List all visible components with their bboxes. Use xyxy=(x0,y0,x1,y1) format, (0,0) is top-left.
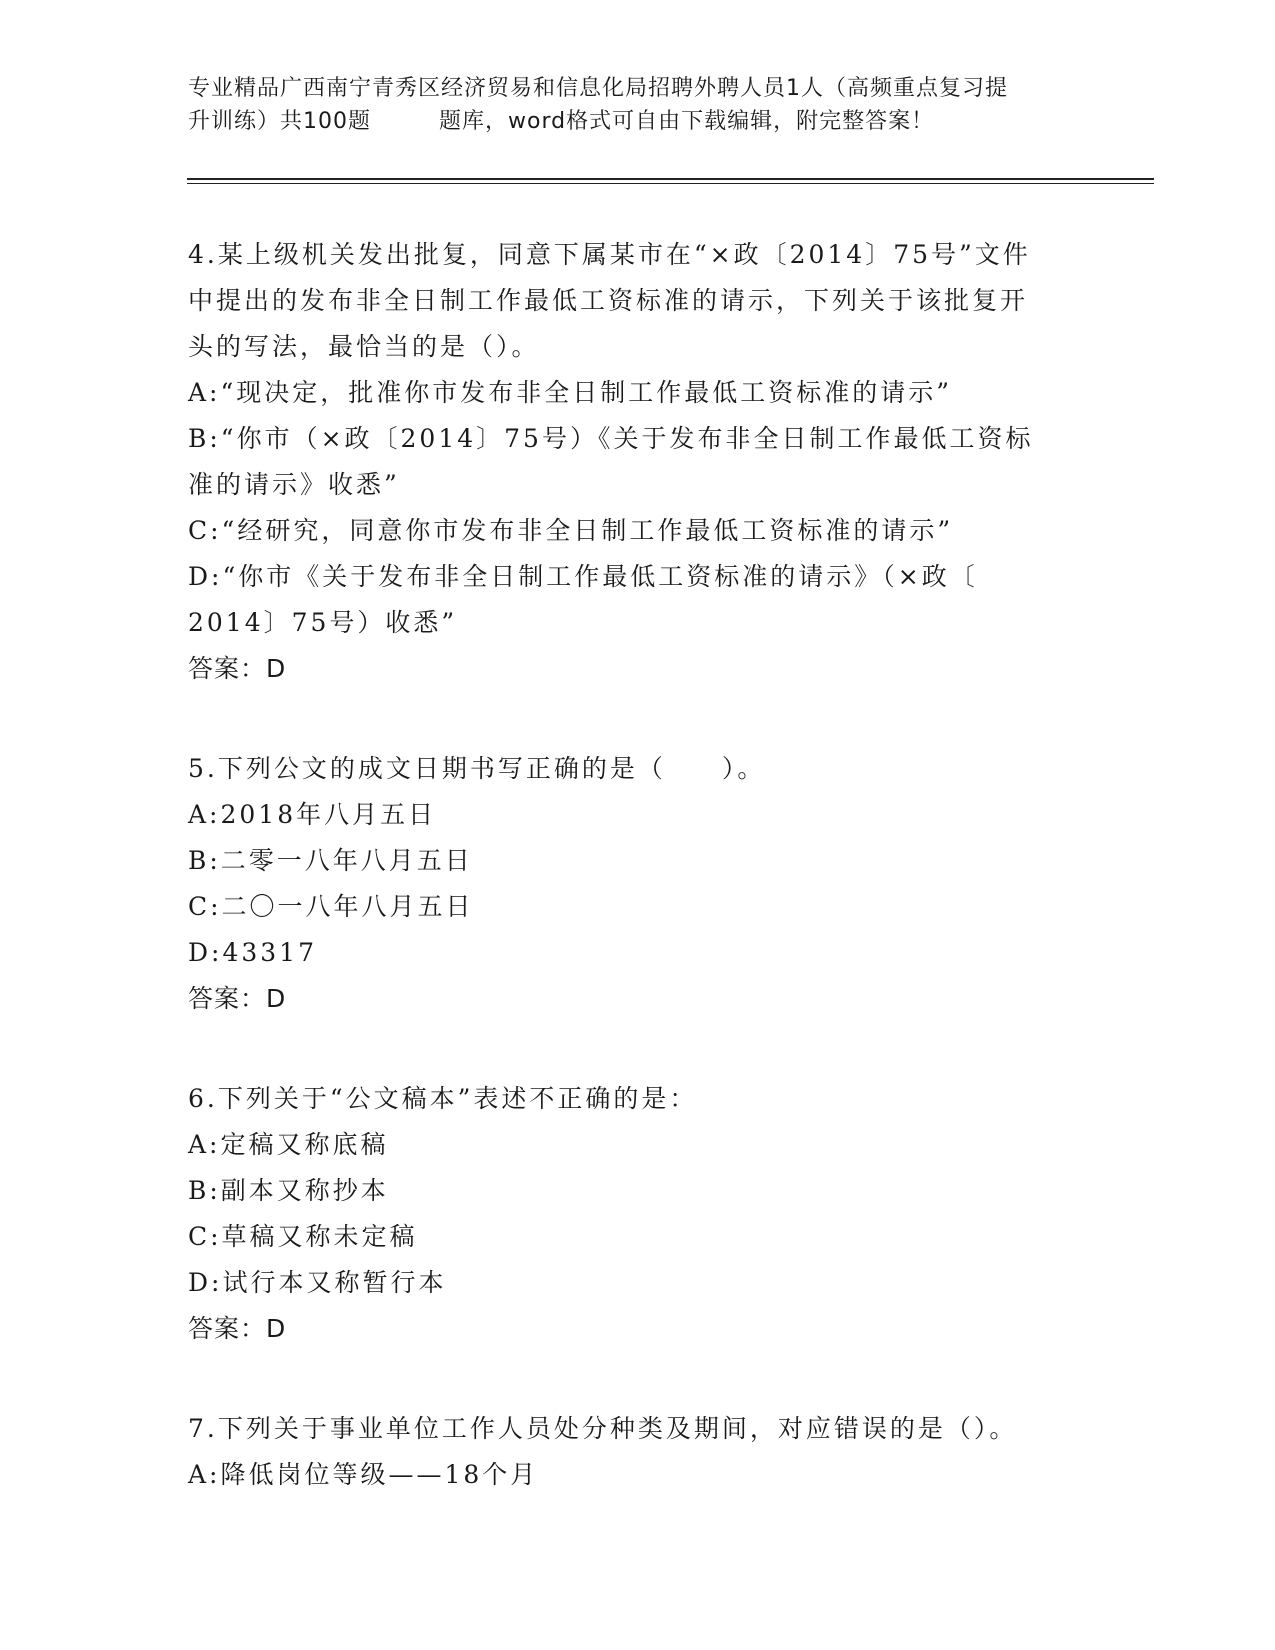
question-list xyxy=(188,232,1088,1498)
answer-label: 答案：D xyxy=(188,1314,287,1343)
option-b: B:二零一八年八月五日 xyxy=(188,846,473,875)
header-title-line2 xyxy=(188,105,1088,138)
document-header xyxy=(188,72,1088,138)
answer-label: 答案：D xyxy=(188,654,287,683)
option-b-continued: 准的请示》收悉” xyxy=(188,470,400,499)
option-d: D:试行本又称暂行本 xyxy=(188,1268,447,1297)
question-stem-line: 头的写法，最恰当的是（）。 xyxy=(188,332,540,361)
option-a: A:定稿又称底稿 xyxy=(188,1130,389,1159)
header-divider-top xyxy=(187,178,1154,180)
question-6 xyxy=(188,1076,1088,1352)
option-b: B:副本又称抄本 xyxy=(188,1176,389,1205)
question-stem-line: 5.下列公文的成文日期书写正确的是（ ）。 xyxy=(188,754,766,783)
header-title-line1: 专业精品广西南宁青秀区经济贸易和信息化局招聘外聘人员1人（高频重点复习提 xyxy=(188,76,1008,101)
question-5 xyxy=(188,746,1088,1022)
question-stem-line: 4.某上级机关发出批复，同意下属某市在“×政〔2014〕75号”文件 xyxy=(188,240,1031,269)
question-stem-line: 中提出的发布非全日制工作最低工资标准的请示，下列关于该批复开 xyxy=(188,286,1029,315)
option-c: C:“经研究，同意你市发布非全日制工作最低工资标准的请示” xyxy=(188,516,954,545)
option-a: A:“现决定，批准你市发布非全日制工作最低工资标准的请示” xyxy=(188,378,953,407)
answer-label: 答案：D xyxy=(188,984,287,1013)
question-stem-line: 7.下列关于事业单位工作人员处分种类及期间，对应错误的是（）。 xyxy=(188,1414,1018,1443)
option-d: D:43317 xyxy=(188,938,317,967)
question-7 xyxy=(188,1406,1088,1498)
option-c: C:草稿又称未定稿 xyxy=(188,1222,418,1251)
option-a: A:降低岗位等级——18个月 xyxy=(188,1460,539,1489)
question-stem-line: 6.下列关于“公文稿本”表述不正确的是： xyxy=(188,1084,698,1113)
option-a: A:2018年八月五日 xyxy=(188,800,437,829)
header-divider-bottom xyxy=(187,183,1154,184)
option-d: D:“你市《关于发布非全日制工作最低工资标准的请示》（×政〔 xyxy=(188,562,978,591)
option-c: C:二〇一八年八月五日 xyxy=(188,892,474,921)
question-4 xyxy=(188,232,1088,692)
header-title-line2-right: 题库，word格式可自由下载编辑，附完整答案！ xyxy=(439,109,935,134)
option-d-continued: 2014〕75号）收悉” xyxy=(188,608,458,637)
option-b: B:“你市（×政〔2014〕75号）《关于发布非全日制工作最低工资标 xyxy=(188,424,1034,453)
header-title-line2-left: 升训练）共100题 xyxy=(188,109,371,134)
